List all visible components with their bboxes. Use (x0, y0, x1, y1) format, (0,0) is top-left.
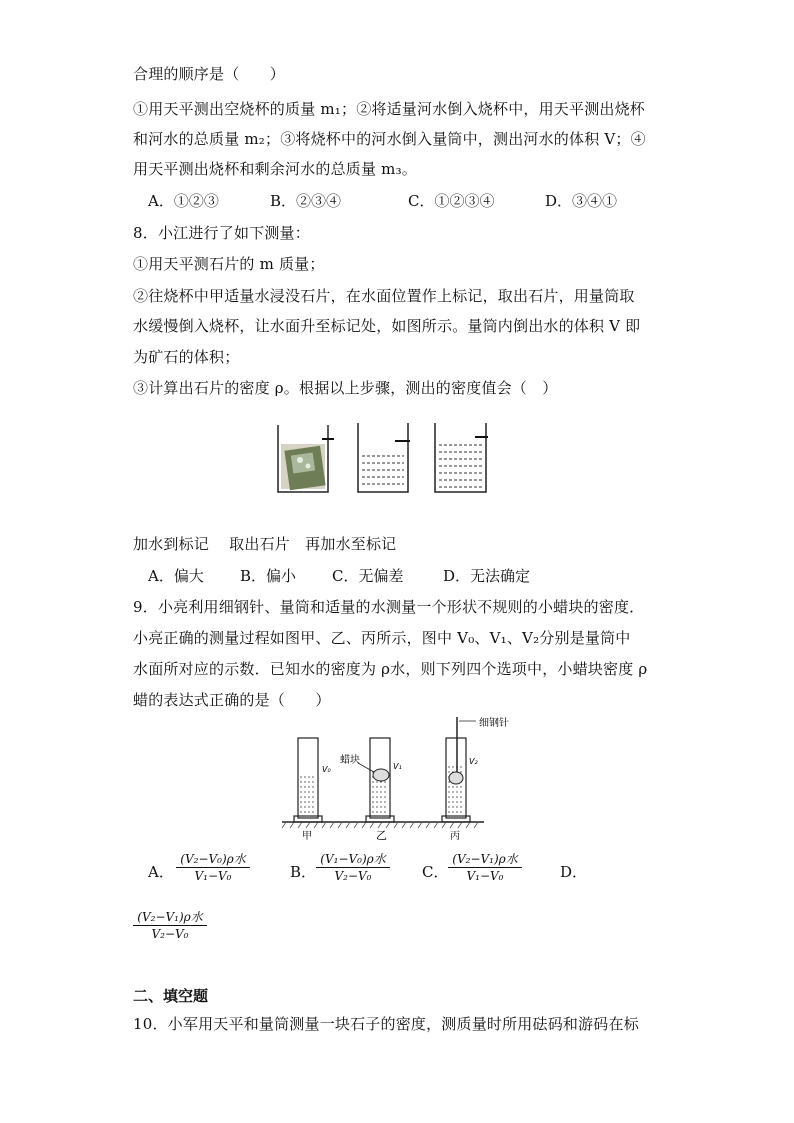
q9-option-d-fraction[interactable] (133, 910, 207, 941)
q9-option-a-numerator: (V₂−V₀)ρ水 (180, 852, 246, 866)
needle-label: 细钢针 (479, 718, 509, 729)
q8-line-1: 8．小江进行了如下测量： (133, 224, 310, 242)
q9-line-2: 小亮正确的测量过程如图甲、乙、丙所示，图中 V₀、V₁、V₂分别是量筒中 (133, 629, 631, 647)
q9-option-a-denominator: V₁−V₀ (194, 869, 232, 883)
beakers-figure (270, 415, 500, 500)
q9-line-1: 9．小亮利用细钢针、量筒和适量的水测量一个形状不规则的小蜡块的密度． (133, 598, 645, 616)
v0-label: V₀ (322, 765, 331, 774)
v2-label: V₂ (469, 757, 478, 766)
v1-label: V₁ (393, 762, 402, 771)
q7-body-line-2: 和河水的总质量 m₂；③将烧杯中的河水倒入量筒中，测出河水的体积 V；④ (133, 130, 646, 148)
q9-option-a-fraction[interactable] (176, 852, 250, 883)
q9-option-a-letter[interactable]: A． (148, 863, 174, 881)
q9-option-c-numerator: (V₂−V₁)ρ水 (452, 852, 518, 866)
q8-line-2: ①用天平测石片的 m 质量； (133, 255, 325, 273)
q9-option-b-letter[interactable]: B． (290, 863, 317, 881)
wax-block-submerged (449, 772, 463, 784)
q8-line-4: 水缓慢倒入烧杯，让水面升至标记处，如图所示。量筒内倒出水的体积 V 即 (133, 317, 641, 335)
q9-option-b-numerator: (V₁−V₀)ρ水 (320, 852, 386, 866)
q8-option-a[interactable]: A．偏大 (148, 567, 204, 585)
cylinder-label-jia: 甲 (302, 831, 312, 842)
q8-line-5: 为矿石的体积； (133, 348, 240, 366)
q7-option-c[interactable]: C．①②③④ (408, 192, 495, 210)
q8-option-d[interactable]: D．无法确定 (443, 567, 531, 585)
q9-option-d-letter[interactable]: D． (560, 863, 588, 881)
cylinder-yi (358, 738, 394, 822)
q9-option-c-denominator: V₁−V₀ (466, 869, 504, 883)
fraction-bar (133, 925, 207, 926)
q8-line-3: ②往烧杯中甲适量水浸没石片，在水面位置作上标记，取出石片，用量筒取 (133, 287, 635, 305)
q9-line-3: 水面所对应的示数．已知水的密度为 ρ水，则下列四个选项中，小蜡块密度 ρ (133, 660, 648, 678)
beaker-refilled (435, 423, 488, 492)
beaker-stone-removed (358, 423, 410, 492)
cylinder-label-bing: 丙 (450, 831, 460, 842)
cylinder-bing (442, 717, 476, 822)
q8-option-c[interactable]: C．无偏差 (332, 567, 404, 585)
q7-body-line-3: 用天平测出烧杯和剩余河水的总质量 m₃。 (133, 160, 418, 178)
q9-option-b-fraction[interactable] (316, 852, 390, 883)
q7-option-d[interactable]: D．③④① (545, 192, 618, 210)
wax-label: 蜡块 (340, 755, 360, 766)
q9-option-b-denominator: V₂−V₀ (334, 869, 372, 883)
cylinder-label-yi: 乙 (376, 829, 387, 842)
wax-block-floating (373, 769, 389, 781)
q7-option-a[interactable]: A．①②③ (148, 192, 219, 210)
fraction-bar (448, 867, 522, 868)
q8-line-6: ③计算出石片的密度 ρ。根据以上步骤，测出的密度值会（ ） (133, 379, 558, 397)
q9-option-c-letter[interactable]: C． (422, 863, 449, 881)
q8-figure-caption: 加水到标记 取出石片 再加水至标记 (133, 535, 397, 553)
section-heading-fill-in: 二、填空题 (133, 987, 209, 1005)
q9-line-4: 蜡的表达式正确的是（ ） (133, 691, 331, 709)
q7-option-b[interactable]: B．②③④ (270, 192, 342, 210)
q10-line-1: 10．小军用天平和量筒测量一块石子的密度，测质量时所用砝码和游码在标 (133, 1015, 639, 1033)
q9-option-d-denominator: V₂−V₀ (151, 927, 189, 941)
cylinders-figure (278, 712, 528, 847)
q9-option-d-numerator: (V₂−V₁)ρ水 (137, 910, 203, 924)
fraction-bar (316, 867, 390, 868)
cylinder-jia (294, 738, 322, 822)
q7-stem-end: 合理的顺序是（ ） (133, 65, 286, 83)
q7-body-line-1: ①用天平测出空烧杯的质量 m₁；②将适量河水倒入烧杯中，用天平测出烧杯 (133, 100, 646, 118)
q7-options (148, 191, 617, 211)
q8-option-b[interactable]: B．偏小 (240, 567, 297, 585)
q8-options (148, 566, 530, 586)
beaker-with-stone (278, 425, 334, 492)
q9-option-c-fraction[interactable] (448, 852, 522, 883)
fraction-bar (176, 867, 250, 868)
